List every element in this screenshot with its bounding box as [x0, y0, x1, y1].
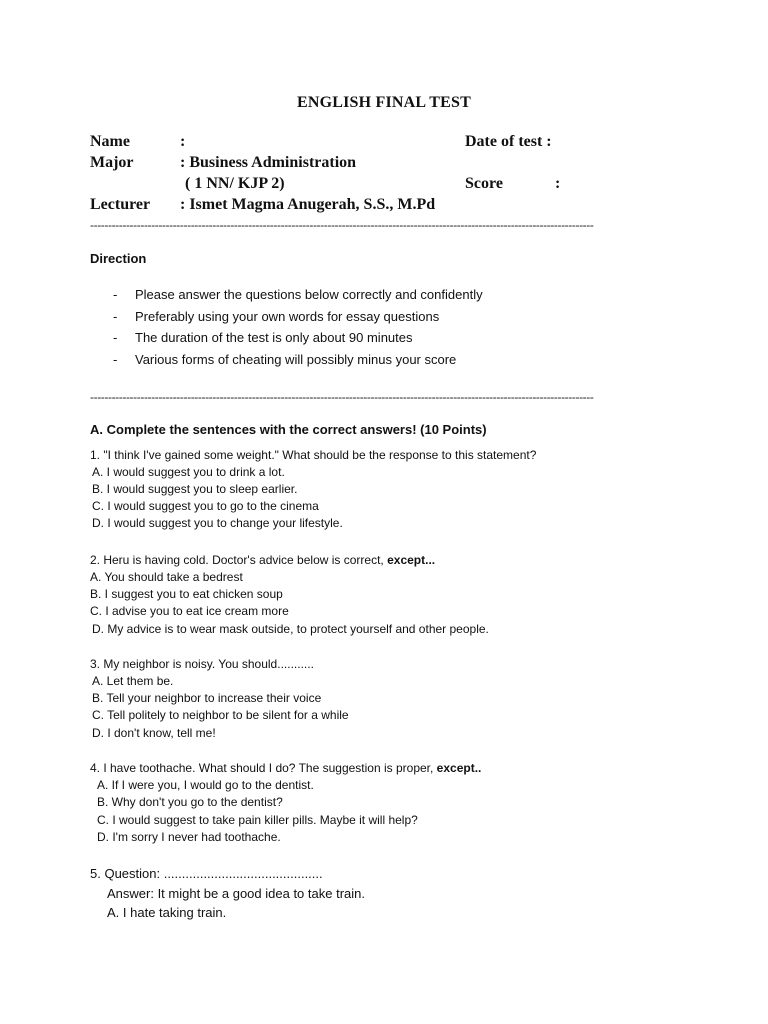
- question-4-option-b: B. Why don't you go to the dentist?: [97, 795, 283, 809]
- question-4-option-a: A. If I were you, I would go to the dentist.: [97, 778, 314, 792]
- question-4-option-d: D. I'm sorry I never had toothache.: [97, 830, 281, 844]
- question-5-option-a: A. I hate taking train.: [107, 905, 227, 920]
- question-2-option-c: C. I advise you to eat ice cream more: [90, 604, 289, 618]
- question-1-stem: 1. "I think I've gained some weight." What should be the response to this statement?: [90, 448, 537, 462]
- direction-item: [0, 351, 768, 373]
- bullet-dash: -: [113, 330, 118, 345]
- question-3-option-b: B. Tell your neighbor to increase their voice: [92, 691, 322, 705]
- date-of-test-label: Date of test :: [465, 133, 552, 150]
- question-2-option-a: A. You should take a bedrest: [90, 570, 243, 584]
- direction-item: [0, 286, 768, 308]
- bullet-dash: -: [113, 308, 118, 324]
- direction-text: Preferably using your own words for essay questions: [135, 308, 440, 324]
- question-5-answer: Answer: It might be a good idea to take train.: [107, 886, 365, 901]
- question-1-option-c: C. I would suggest you to go to the cinema: [92, 499, 319, 513]
- question-2-except: except...: [387, 553, 436, 567]
- score-colon: :: [555, 175, 561, 192]
- direction-item: [0, 308, 768, 330]
- question-4-stem-text: 4. I have toothache. What should I do? The suggestion is proper,: [90, 761, 437, 775]
- question-2-option-d: D. My advice is to wear mask outside, to protect yourself and other people.: [92, 622, 489, 636]
- separator-line-bottom: --------------------------------------------------------------------------------------------------------------------------------------------: [90, 391, 594, 403]
- question-1-option-a: A. I would suggest you to drink a lot.: [92, 465, 285, 479]
- question-3-stem: 3. My neighbor is noisy. You should...........: [90, 657, 314, 671]
- question-4-except: except..: [436, 761, 482, 775]
- question-5-stem: 5. Question: ............................................: [90, 866, 323, 881]
- direction-label: Direction: [90, 251, 147, 266]
- question-4-stem: [90, 760, 481, 776]
- direction-text: The duration of the test is only about 90 minutes: [135, 330, 413, 345]
- question-1-option-d: D. I would suggest you to change your lifestyle.: [92, 516, 343, 530]
- direction-list: [0, 286, 768, 372]
- question-3-option-a: A. Let them be.: [92, 674, 174, 688]
- score-label: Score: [465, 175, 503, 192]
- bullet-dash: -: [113, 351, 118, 367]
- question-3-option-d: D. I don't know, tell me!: [92, 726, 216, 740]
- lecturer-value: : Ismet Magma Anugerah, S.S., M.Pd: [180, 196, 436, 213]
- lecturer-label: Lecturer: [90, 196, 151, 213]
- major-label: Major: [90, 154, 134, 171]
- bullet-dash: -: [113, 287, 118, 302]
- direction-text: Please answer the questions below correctly and confidently: [135, 287, 483, 302]
- separator-line-top: --------------------------------------------------------------------------------------------------------------------------------------------: [90, 219, 594, 231]
- direction-text: Various forms of cheating will possibly minus your score: [135, 351, 457, 367]
- name-colon: :: [180, 133, 186, 150]
- question-1-option-b: B. I would suggest you to sleep earlier.: [92, 482, 298, 496]
- question-3-option-c: C. Tell politely to neighbor to be silent for a while: [92, 708, 349, 722]
- name-label: Name: [90, 133, 130, 150]
- question-4-option-c: C. I would suggest to take pain killer pills. Maybe it will help?: [97, 813, 418, 827]
- page-title: ENGLISH FINAL TEST: [296, 94, 472, 111]
- question-2-stem: [90, 552, 435, 568]
- direction-item: [0, 329, 768, 351]
- section-a-title: A. Complete the sentences with the correct answers! (10 Points): [90, 422, 487, 437]
- question-2-option-b: B. I suggest you to eat chicken soup: [90, 587, 283, 601]
- major-value: : Business Administration: [180, 154, 357, 171]
- class-value: ( 1 NN/ KJP 2): [185, 175, 285, 192]
- question-2-stem-text: 2. Heru is having cold. Doctor's advice below is correct,: [90, 553, 388, 567]
